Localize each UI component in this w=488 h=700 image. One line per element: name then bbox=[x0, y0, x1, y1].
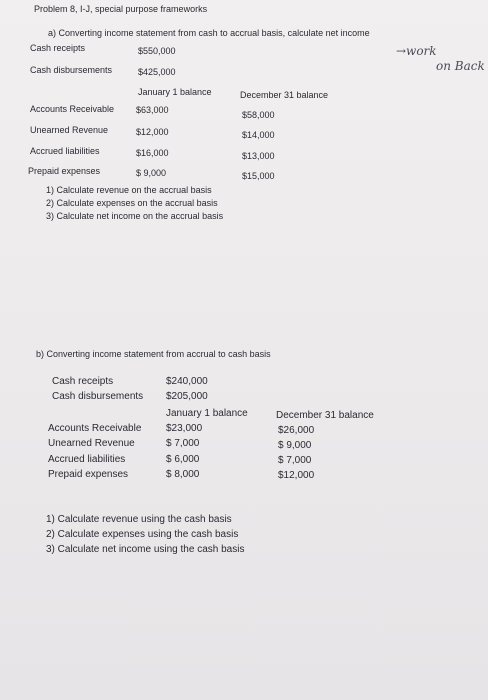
part-a-row-jan: $16,000 bbox=[136, 148, 169, 158]
part-a-col-jan: January 1 balance bbox=[138, 87, 212, 97]
part-b-col-dec: December 31 balance bbox=[276, 410, 374, 421]
part-a-cash-receipts-value: $550,000 bbox=[138, 46, 176, 56]
part-b-task: 3) Calculate net income using the cash basis bbox=[46, 544, 245, 555]
part-b-row-jan: $ 7,000 bbox=[166, 438, 200, 449]
part-a-cash-disbursements-label: Cash disbursements bbox=[30, 65, 113, 75]
part-a-row-dec: $15,000 bbox=[242, 171, 275, 181]
part-a-row-label: Accounts Receivable bbox=[30, 104, 115, 114]
part-b-cash-disbursements-value: $205,000 bbox=[166, 391, 208, 402]
part-b-row-dec: $26,000 bbox=[278, 425, 315, 436]
part-a-row-dec: $14,000 bbox=[242, 130, 275, 140]
part-b-col-jan: January 1 balance bbox=[166, 408, 248, 419]
part-b-cash-receipts-label: Cash receipts bbox=[52, 376, 114, 387]
part-a-row-dec: $58,000 bbox=[242, 110, 275, 120]
part-b-cash-disbursements-label: Cash disbursements bbox=[52, 391, 144, 402]
part-b-row-dec: $ 9,000 bbox=[278, 440, 312, 451]
part-a-row-jan: $ 9,000 bbox=[136, 168, 167, 178]
part-a-row-label: Unearned Revenue bbox=[30, 125, 109, 135]
part-b-row-jan: $23,000 bbox=[166, 423, 203, 434]
part-b-task: 1) Calculate revenue using the cash basis bbox=[46, 514, 232, 525]
part-b-cash-receipts-value: $240,000 bbox=[166, 376, 208, 387]
part-b-task: 2) Calculate expenses using the cash basis bbox=[46, 529, 239, 540]
part-a-col-dec: December 31 balance bbox=[240, 90, 329, 100]
part-a-row-label: Prepaid expenses bbox=[28, 166, 101, 176]
handwritten-note-line2: on Back bbox=[436, 59, 485, 73]
part-a-task: 3) Calculate net income on the accrual basis bbox=[46, 211, 224, 221]
part-a-cash-disbursements-value: $425,000 bbox=[138, 67, 176, 77]
part-b-row-label: Accounts Receivable bbox=[48, 423, 142, 434]
part-b-row-jan: $ 8,000 bbox=[166, 469, 200, 480]
part-a-row-jan: $63,000 bbox=[136, 105, 169, 115]
part-a-heading: a) Converting income statement from cash to accrual basis, calculate net income bbox=[48, 28, 370, 38]
part-b-heading: b) Converting income statement from accrual to cash basis bbox=[36, 349, 271, 359]
part-a-row-label: Accrued liabilities bbox=[30, 146, 100, 156]
part-a-task: 1) Calculate revenue on the accrual basis bbox=[46, 185, 212, 195]
part-b-row-dec: $12,000 bbox=[278, 470, 315, 481]
part-b-row-label: Unearned Revenue bbox=[48, 438, 135, 449]
part-a-task: 2) Calculate expenses on the accrual basis bbox=[46, 198, 218, 208]
part-b-row-label: Prepaid expenses bbox=[48, 469, 129, 480]
part-a-cash-receipts-label: Cash receipts bbox=[30, 43, 86, 53]
part-b-row-label: Accrued liabilities bbox=[48, 454, 126, 465]
part-a-row-jan: $12,000 bbox=[136, 127, 169, 137]
part-b-row-jan: $ 6,000 bbox=[166, 454, 200, 465]
part-b-row-dec: $ 7,000 bbox=[278, 455, 312, 466]
problem-title: Problem 8, I-J, special purpose frameworks bbox=[34, 4, 208, 14]
part-a-row-dec: $13,000 bbox=[242, 151, 275, 161]
handwritten-note-line1: →work bbox=[396, 44, 437, 58]
